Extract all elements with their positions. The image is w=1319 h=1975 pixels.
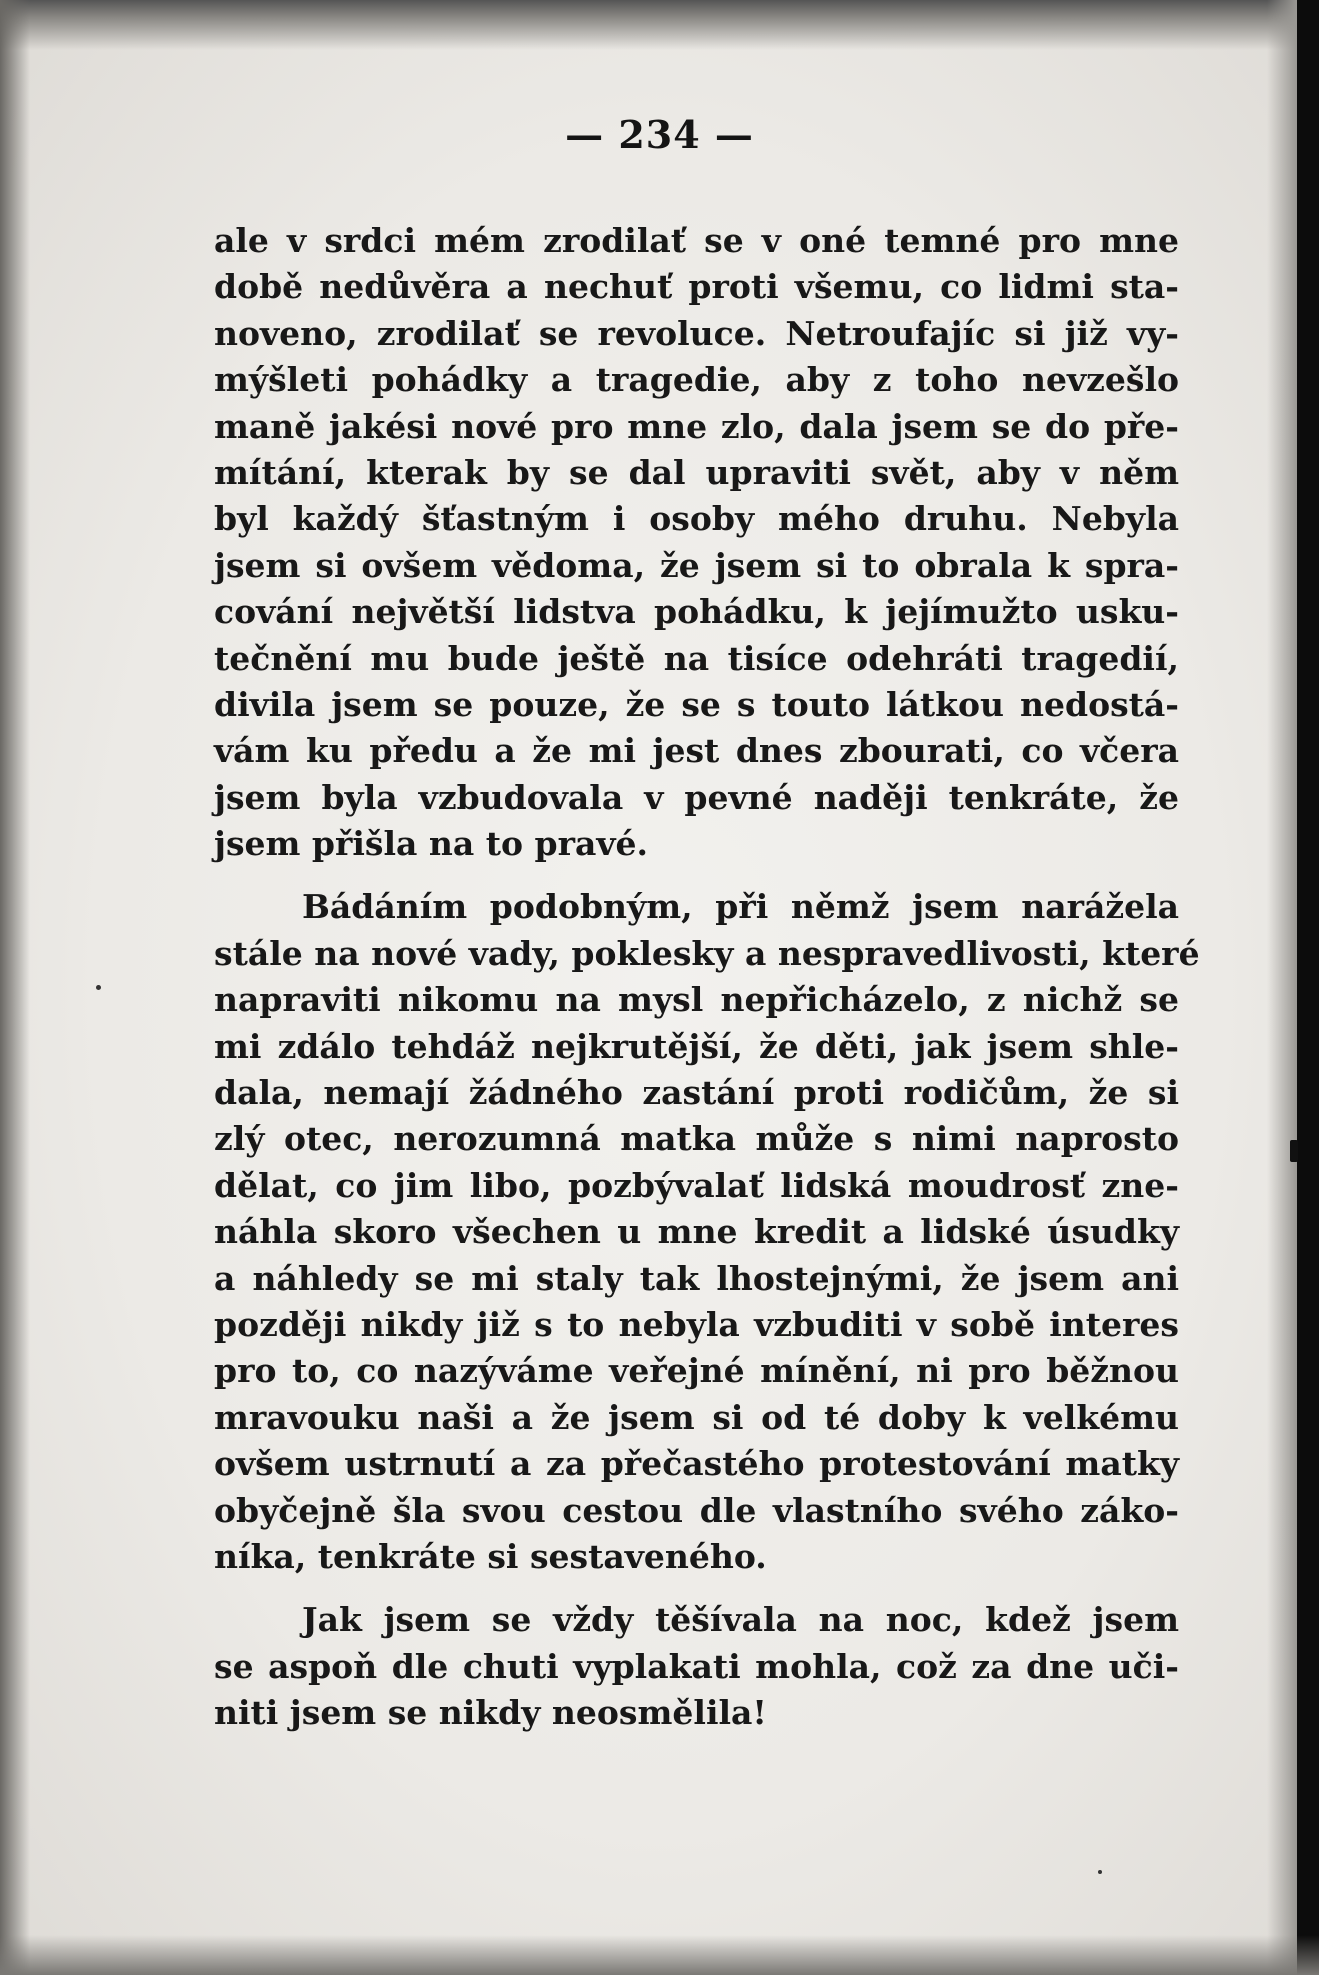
text-line: napraviti nikomu na mysl nepřicházelo, z nichž se — [214, 980, 1179, 1020]
text-line: jsem byla vzbudovala v pevné naději tenkráte, že — [214, 777, 1179, 817]
text-line: mítání, kterak by se dal upraviti svět, aby v něm — [214, 452, 1179, 492]
text-line: níka, tenkráte si sestaveného. — [214, 1536, 767, 1576]
text-line: mi zdálo tehdáž nejkrutější, že děti, jak jsem shle- — [214, 1026, 1179, 1066]
text-line: pro to, co nazýváme veřejné mínění, ni pro běžnou — [214, 1351, 1179, 1391]
text-line: mýšleti pohádky a tragedie, aby z toho nevzešlo — [214, 360, 1179, 400]
text-line: ale v srdci mém zrodilať se v oné temné pro mne — [214, 221, 1179, 260]
text-line: se aspoň dle chuti vyplakati mohla, což za dne uči- — [214, 1646, 1179, 1686]
text-line: tečnění mu bude ještě na tisíce odehráti tragedií, — [214, 638, 1179, 678]
scan-edge-right — [1297, 0, 1319, 1975]
text-line: divila jsem se pouze, že se s touto látkou nedostá- — [214, 684, 1179, 724]
scan-edge-right-shade — [1267, 0, 1297, 1975]
scan-speck — [96, 985, 101, 990]
text-line: vám ku předu a že mi jest dnes zbourati, co včera — [214, 731, 1179, 771]
text-line: mravouku naši a že jsem si od té doby k velkému — [214, 1397, 1179, 1437]
scan-edge-bottom — [0, 1935, 1319, 1975]
text-line: a náhledy se mi staly tak lhostejnými, že jsem ani — [214, 1258, 1179, 1298]
scan-edge-top — [0, 0, 1319, 50]
paragraph-3 — [214, 1597, 1179, 1736]
text-line: dala, nemají žádného zastání proti rodičům, že si — [214, 1073, 1179, 1113]
scan-edge-left — [0, 0, 30, 1975]
body-text — [214, 218, 1200, 1737]
text-line: obyčejně šla svou cestou dle vlastního svého záko- — [214, 1490, 1179, 1530]
text-line: noveno, zrodilať se revoluce. Netroufajíc si již vy- — [214, 313, 1179, 353]
paragraph-2 — [214, 884, 1200, 1580]
scan-speck — [1098, 1870, 1102, 1874]
text-line: později nikdy již s to nebyla vzbuditi v sobě interes — [214, 1304, 1179, 1344]
scan-speck — [1290, 1140, 1298, 1162]
text-line: náhla skoro všechen u mne kredit a lidské úsudky — [214, 1212, 1179, 1252]
text-line: niti jsem se nikdy neosmělila! — [214, 1693, 767, 1733]
text-line: byl každý šťastným i osoby mého druhu. Nebyla — [214, 499, 1179, 539]
text-line: Jak jsem se vždy těšívala na noc, kdež jsem — [302, 1600, 1179, 1640]
text-line: Bádáním podobným, při němž jsem narážela — [302, 887, 1179, 927]
text-line: jsem přišla na to pravé. — [214, 824, 649, 864]
paragraph-1 — [214, 218, 1179, 867]
page-number: — 234 — — [565, 112, 754, 157]
text-line: stále na nové vady, poklesky a nespravedlivosti, které — [214, 933, 1200, 973]
text-line: dělat, co jim libo, pozbývalať lidská moudrosť zne- — [214, 1165, 1179, 1205]
text-line: maně jakési nové pro mne zlo, dala jsem se do pře- — [214, 406, 1179, 446]
text-line: době nedůvěra a nechuť proti všemu, co lidmi sta- — [214, 267, 1179, 307]
text-line: zlý otec, nerozumná matka může s nimi naprosto — [214, 1119, 1179, 1159]
text-line: jsem si ovšem vědoma, že jsem si to obrala k spra- — [214, 545, 1179, 585]
text-line: cování největší lidstva pohádku, k jejímužto usku- — [214, 592, 1179, 632]
text-line: ovšem ustrnutí a za přečastého protestování matky — [214, 1444, 1179, 1484]
